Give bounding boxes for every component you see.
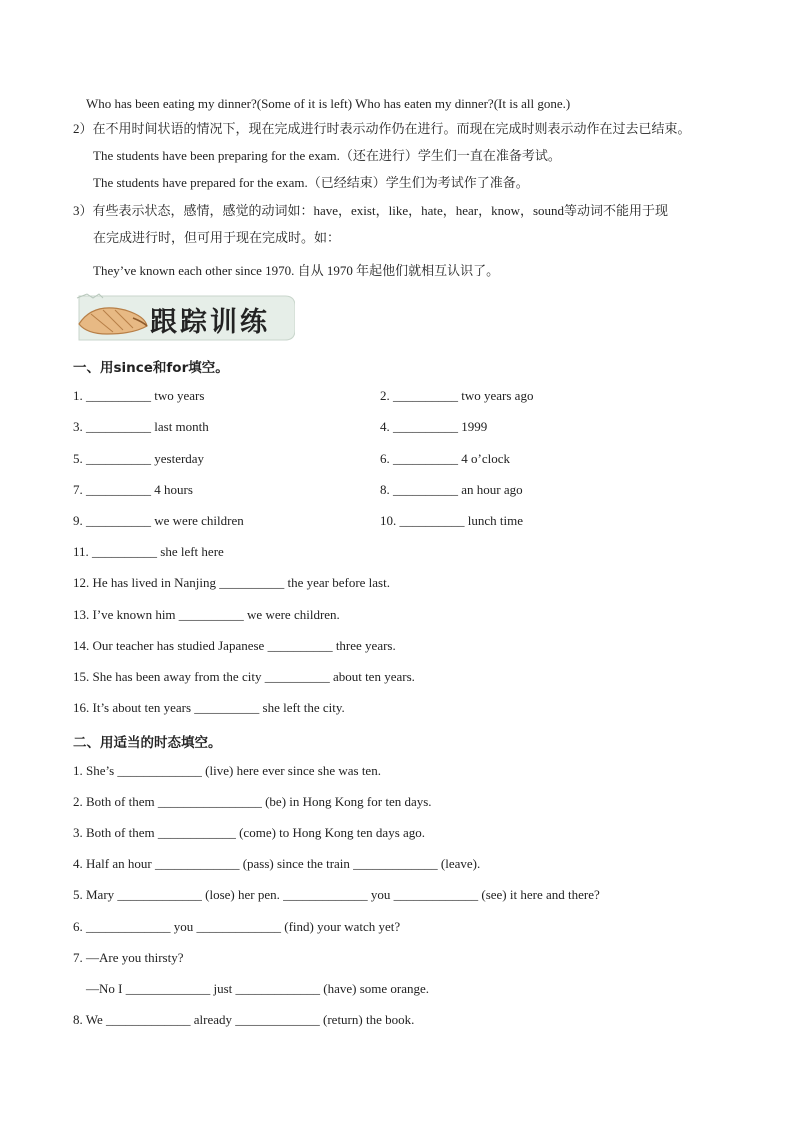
- s1-item-2: 2. __________ two years ago: [380, 388, 534, 403]
- s1-item-11: 11. __________ she left here: [73, 544, 224, 559]
- s1-item-14: 14. Our teacher has studied Japanese __________ three years.: [73, 638, 396, 653]
- s1-item-10: 10. __________ lunch time: [380, 513, 523, 528]
- s1-item-4: 4. __________ 1999: [380, 419, 488, 434]
- s1-item-3: 3. __________ last month: [73, 419, 209, 434]
- intro-example-known: They’ve known each other since 1970. 自从 1970 年起他们就相互认识了。: [93, 263, 500, 278]
- s2-item-8: 8. We _____________ already _____________ (return) the book.: [73, 1012, 415, 1027]
- s2-item-3: 3. Both of them ____________ (come) to Hong Kong ten days ago.: [73, 825, 426, 840]
- s2-item-7-question: 7. —Are you thirsty?: [73, 950, 184, 965]
- intro-point-3: 3）有些表示状态，感情，感觉的动词如：have，exist，like，hate，hear，know，sound等动词不能用于现: [73, 203, 669, 218]
- s1-item-5: 5. __________ yesterday: [73, 451, 205, 466]
- s1-item-12: 12. He has lived in Nanjing __________ the year before last.: [73, 575, 390, 590]
- s1-item-15: 15. She has been away from the city __________ about ten years.: [73, 669, 415, 684]
- s1-item-7: 7. __________ 4 hours: [73, 482, 193, 497]
- s2-item-7-answer: —No I _____________ just _____________ (have) some orange.: [86, 981, 430, 996]
- intro-point-2: 2）在不用时间状语的情况下，现在完成进行时表示动作仍在进行。而现在完成时则表示动作在过去已结束。: [73, 121, 691, 136]
- s2-item-6: 6. _____________ you _____________ (find) your watch yet?: [73, 919, 401, 934]
- banner-title: 跟踪训练: [150, 307, 270, 338]
- s2-item-1: 1. She’s _____________ (live) here ever since she was ten.: [73, 763, 381, 778]
- s1-item-1: 1. __________ two years: [73, 388, 205, 403]
- s1-item-13: 13. I’ve known him __________ we were children.: [73, 607, 340, 622]
- section-2-title: 二、用适当的时态填空。: [73, 735, 222, 751]
- s2-item-2: 2. Both of them ________________ (be) in Hong Kong for ten days.: [73, 794, 432, 809]
- intro-point-3-cont: 在完成进行时，但可用于现在完成时。如：: [93, 230, 341, 245]
- s1-item-9: 9. __________ we were children: [73, 513, 244, 528]
- s2-item-5: 5. Mary _____________ (lose) her pen. _____________ you _____________ (see) it here and there?: [73, 887, 600, 902]
- intro-example-dinner: Who has been eating my dinner?(Some of it is left) Who has eaten my dinner?(It is all gone.): [86, 96, 571, 111]
- s1-item-8: 8. __________ an hour ago: [380, 482, 523, 497]
- intro-example-prepared: The students have prepared for the exam.（已经结束）学生们为考试作了准备。: [93, 175, 529, 190]
- section-1-title: 一、用since和for填空。: [73, 360, 229, 376]
- s1-item-16: 16. It’s about ten years __________ she left the city.: [73, 700, 345, 715]
- intro-example-preparing: The students have been preparing for the exam.（还在进行）学生们一直在准备考试。: [93, 148, 561, 163]
- s1-item-6: 6. __________ 4 o’clock: [380, 451, 510, 466]
- s2-item-4: 4. Half an hour _____________ (pass) since the train _____________ (leave).: [73, 856, 481, 871]
